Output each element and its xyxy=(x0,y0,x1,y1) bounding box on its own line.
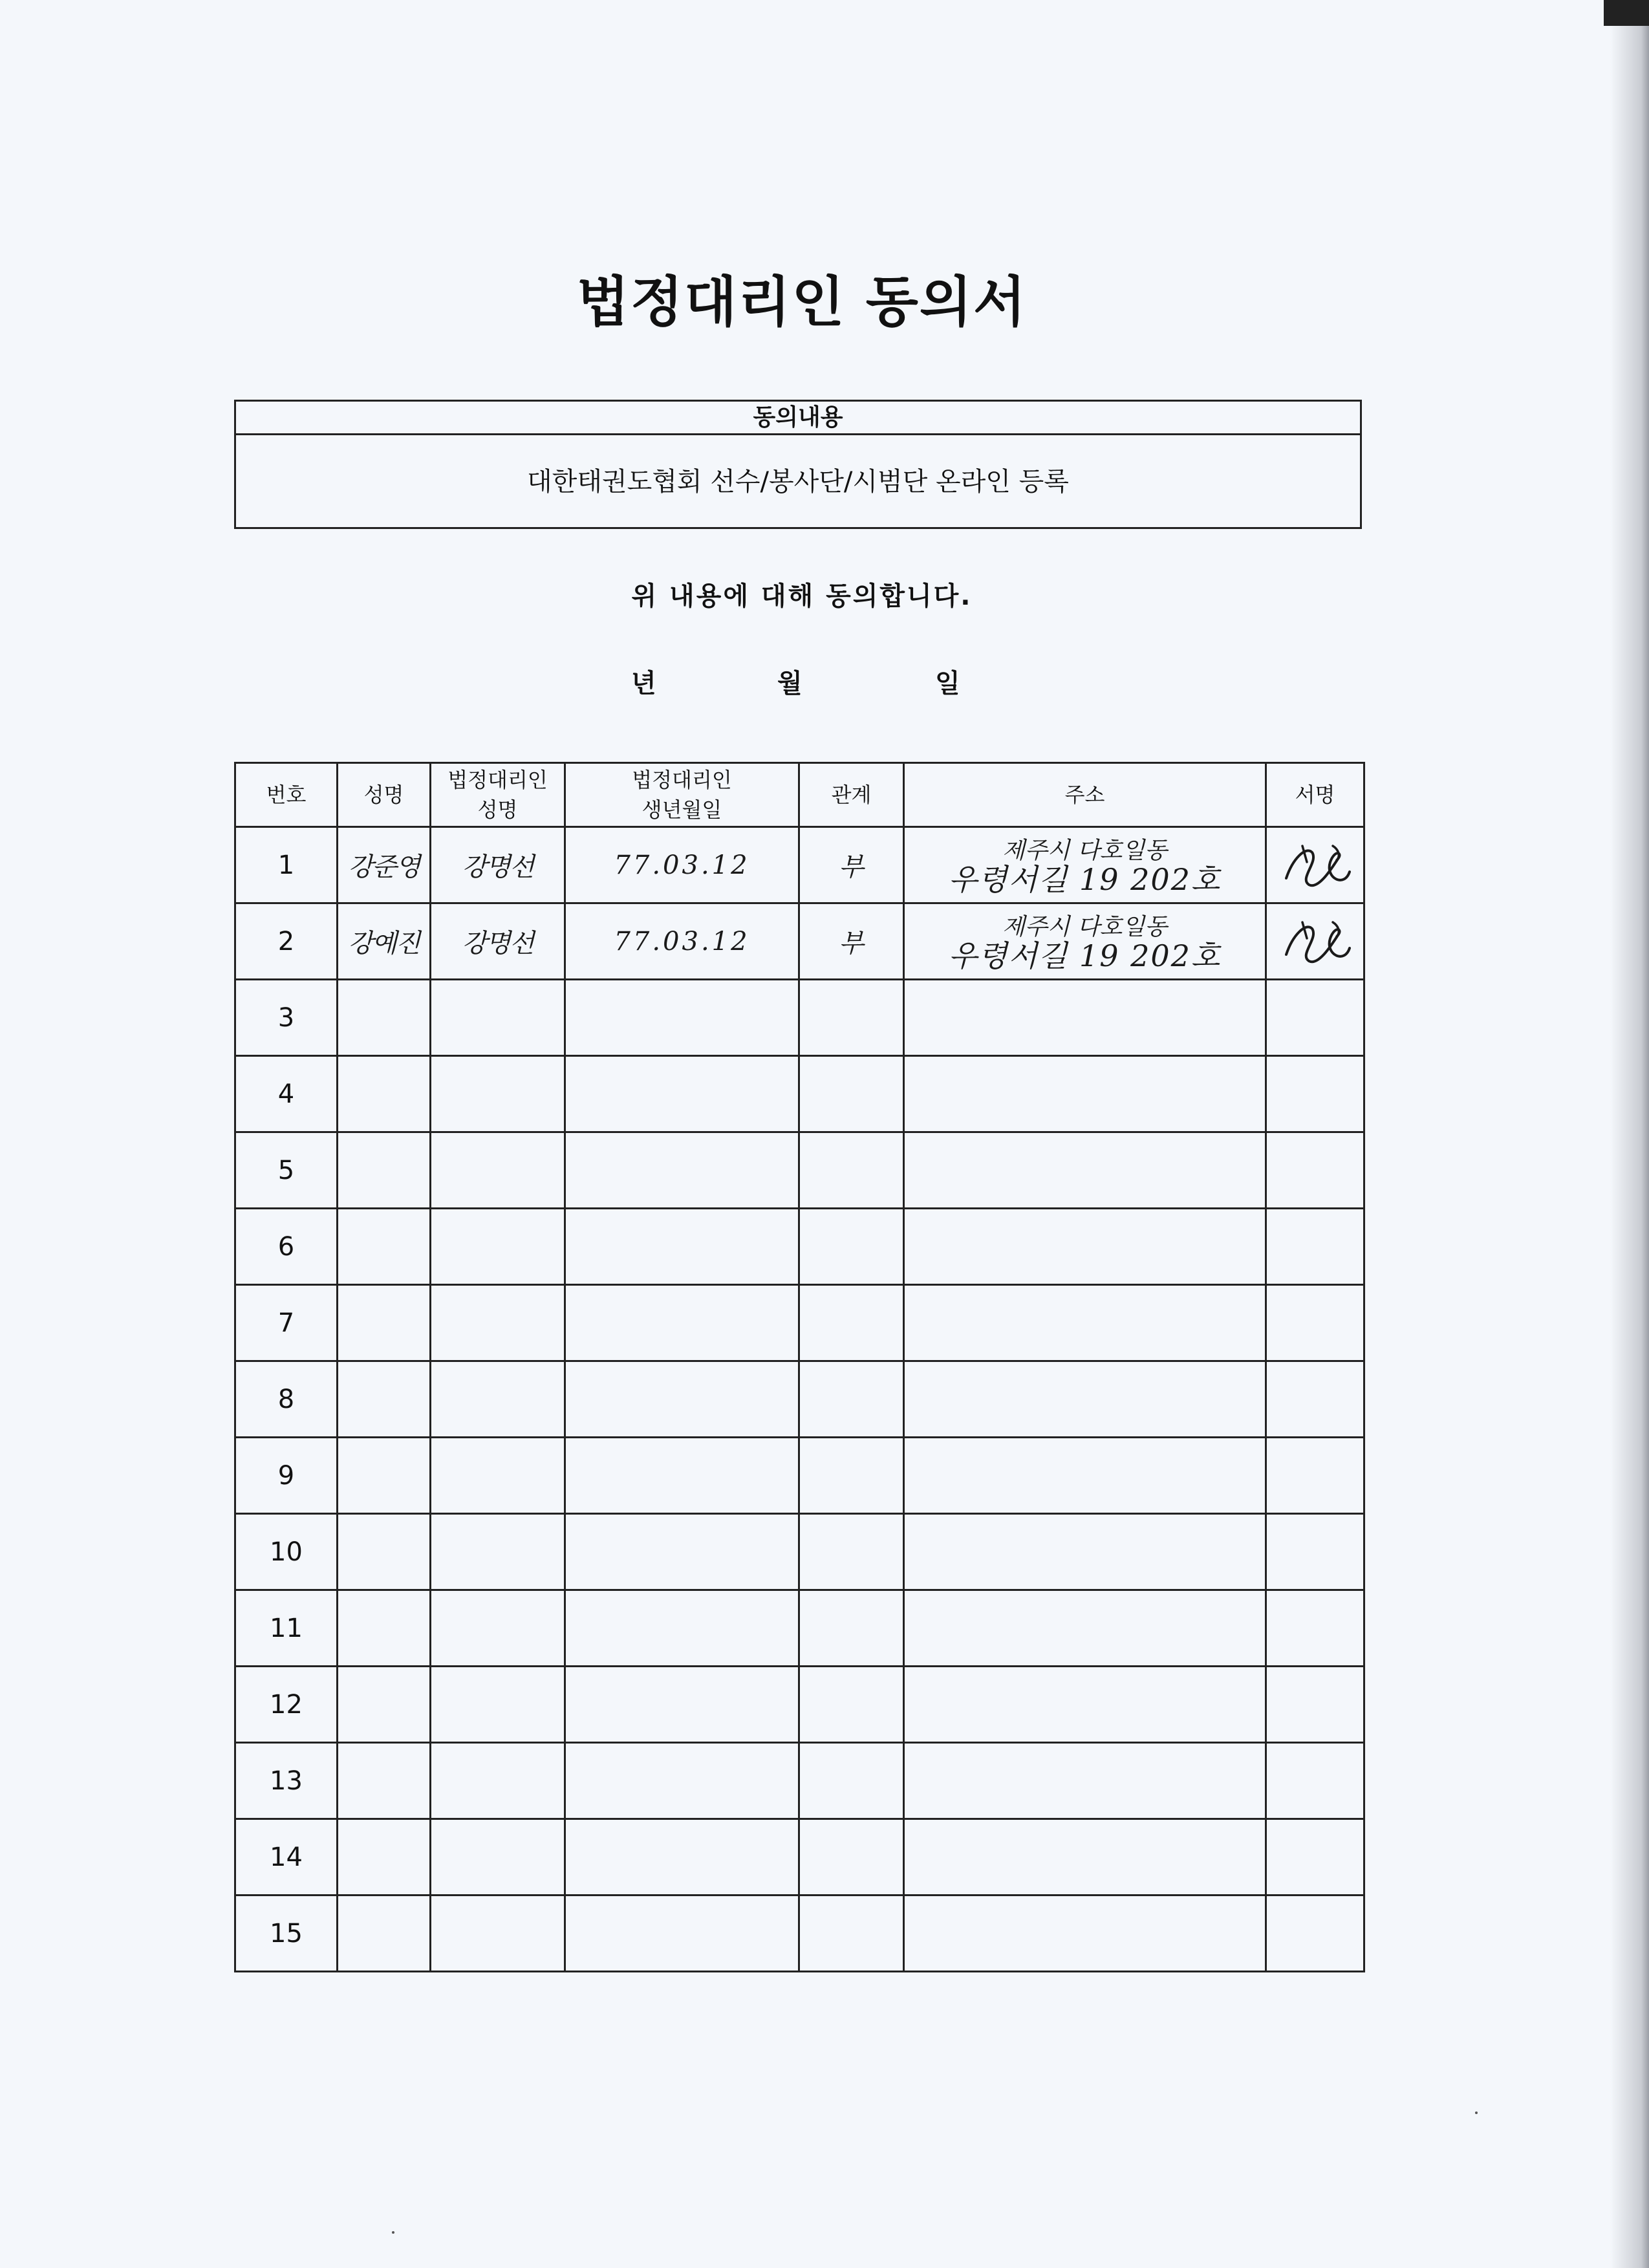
cell-guardian-name xyxy=(431,1895,565,1972)
cell-no: 14 xyxy=(235,1819,338,1895)
cell-guardian-name xyxy=(431,1590,565,1667)
table-row xyxy=(235,1895,1364,1972)
address-line1: 제주시 다호일동 xyxy=(1002,913,1167,940)
cell-name: 강예진 xyxy=(338,903,431,980)
address-line2: 우령서길 19 202호 xyxy=(948,938,1222,973)
cell-address xyxy=(904,1285,1266,1361)
handwritten-signature xyxy=(1273,833,1357,898)
cell-name xyxy=(338,1590,431,1667)
header-guardian-birth-line1: 법정대리인 xyxy=(632,768,732,792)
cell-signature xyxy=(1266,1667,1364,1743)
table-row xyxy=(235,1514,1364,1590)
cell-signature xyxy=(1266,1209,1364,1285)
cell-no: 6 xyxy=(235,1209,338,1285)
cell-name xyxy=(338,1132,431,1209)
cell-signature xyxy=(1266,1361,1364,1438)
table-row xyxy=(235,1438,1364,1514)
cell-no: 7 xyxy=(235,1285,338,1361)
cell-address xyxy=(904,1819,1266,1895)
header-name: 성명 xyxy=(338,763,431,827)
cell-guardian-name xyxy=(431,1285,565,1361)
table-row xyxy=(235,903,1364,980)
cell-guardian-birth xyxy=(565,1132,799,1209)
cell-relation xyxy=(799,1590,904,1667)
table-row xyxy=(235,1590,1364,1667)
cell-address xyxy=(904,1590,1266,1667)
cell-guardian-birth xyxy=(565,1895,799,1972)
cell-no: 8 xyxy=(235,1361,338,1438)
cell-relation xyxy=(799,1209,904,1285)
consent-body: 대한태권도협회 선수/봉사단/시범단 온라인 등록 xyxy=(527,467,1069,497)
table-header-row xyxy=(235,763,1364,827)
cell-address xyxy=(904,1361,1266,1438)
header-guardian-birth xyxy=(565,763,799,827)
cell-no: 3 xyxy=(235,980,338,1056)
table-body xyxy=(235,827,1364,1972)
cell-guardian-name xyxy=(431,1743,565,1819)
date-day-label: 일 xyxy=(935,669,960,698)
cell-guardian-birth xyxy=(565,1056,799,1132)
cell-guardian-birth xyxy=(565,1743,799,1819)
cell-name xyxy=(338,1895,431,1972)
cell-no: 1 xyxy=(235,827,338,903)
consent-box xyxy=(234,400,1362,529)
cell-address xyxy=(904,903,1266,980)
header-no: 번호 xyxy=(235,763,338,827)
cell-address xyxy=(904,1132,1266,1209)
document-title: 법정대리인 동의서 xyxy=(576,270,1028,334)
cell-guardian-name xyxy=(431,980,565,1056)
cell-guardian-birth xyxy=(565,1590,799,1667)
cell-name xyxy=(338,1209,431,1285)
cell-signature xyxy=(1266,1056,1364,1132)
cell-address xyxy=(904,1514,1266,1590)
cell-guardian-birth xyxy=(565,1361,799,1438)
cell-no: 9 xyxy=(235,1438,338,1514)
cell-name xyxy=(338,1361,431,1438)
cell-name xyxy=(338,1819,431,1895)
cell-relation xyxy=(799,1819,904,1895)
cell-signature xyxy=(1266,1514,1364,1590)
cell-signature xyxy=(1266,1132,1364,1209)
cell-guardian-birth: 77.03.12 xyxy=(565,827,799,903)
header-address: 주소 xyxy=(904,763,1266,827)
cell-name xyxy=(338,1285,431,1361)
header-relation: 관계 xyxy=(799,763,904,827)
cell-address xyxy=(904,1438,1266,1514)
cell-guardian-name xyxy=(431,1819,565,1895)
cell-no: 2 xyxy=(235,903,338,980)
cell-signature xyxy=(1266,1285,1364,1361)
cell-guardian-birth xyxy=(565,1514,799,1590)
address-line1: 제주시 다호일동 xyxy=(1002,837,1167,864)
cell-guardian-birth xyxy=(565,1819,799,1895)
cell-relation xyxy=(799,1056,904,1132)
cell-signature xyxy=(1266,1819,1364,1895)
cell-guardian-name xyxy=(431,1056,565,1132)
cell-signature xyxy=(1266,903,1364,980)
cell-name xyxy=(338,1743,431,1819)
cell-signature xyxy=(1266,1590,1364,1667)
cell-relation xyxy=(799,1132,904,1209)
table-row xyxy=(235,1132,1364,1209)
scan-corner-shadow xyxy=(1604,0,1649,26)
cell-relation xyxy=(799,1514,904,1590)
cell-address xyxy=(904,1056,1266,1132)
table-row xyxy=(235,1667,1364,1743)
cell-relation xyxy=(799,1667,904,1743)
cell-guardian-name xyxy=(431,1132,565,1209)
header-signature: 서명 xyxy=(1266,763,1364,827)
scan-speck xyxy=(1475,2111,1478,2114)
cell-address xyxy=(904,1667,1266,1743)
cell-address xyxy=(904,827,1266,903)
cell-name: 강준영 xyxy=(338,827,431,903)
cell-name xyxy=(338,980,431,1056)
table-row xyxy=(235,1361,1364,1438)
cell-address xyxy=(904,980,1266,1056)
header-guardian-birth-line2: 생년월일 xyxy=(641,797,722,822)
cell-guardian-name xyxy=(431,1514,565,1590)
address-line2: 우령서길 19 202호 xyxy=(948,861,1222,897)
cell-relation xyxy=(799,1285,904,1361)
cell-relation xyxy=(799,980,904,1056)
cell-guardian-birth xyxy=(565,980,799,1056)
cell-guardian-name xyxy=(431,1361,565,1438)
table-row xyxy=(235,1285,1364,1361)
table-row xyxy=(235,1209,1364,1285)
cell-no: 13 xyxy=(235,1743,338,1819)
scan-speck xyxy=(392,2231,394,2234)
cell-guardian-name: 강명선 xyxy=(431,903,565,980)
cell-address xyxy=(904,1209,1266,1285)
cell-guardian-birth xyxy=(565,1438,799,1514)
cell-guardian-name xyxy=(431,1209,565,1285)
agree-statement: 위 내용에 대해 동의합니다. xyxy=(631,581,973,611)
cell-address xyxy=(904,1895,1266,1972)
date-month-label: 월 xyxy=(777,669,803,698)
cell-signature xyxy=(1266,1438,1364,1514)
cell-signature xyxy=(1266,1743,1364,1819)
cell-guardian-name: 강명선 xyxy=(431,827,565,903)
cell-no: 12 xyxy=(235,1667,338,1743)
header-guardian-name-line2: 성명 xyxy=(477,797,518,822)
cell-guardian-birth xyxy=(565,1667,799,1743)
header-guardian-name-line1: 법정대리인 xyxy=(447,768,548,792)
cell-no: 5 xyxy=(235,1132,338,1209)
cell-relation: 부 xyxy=(799,903,904,980)
cell-no: 4 xyxy=(235,1056,338,1132)
cell-no: 10 xyxy=(235,1514,338,1590)
cell-name xyxy=(338,1056,431,1132)
table-row xyxy=(235,1743,1364,1819)
table-row xyxy=(235,1819,1364,1895)
consent-header: 동의내용 xyxy=(236,402,1360,435)
handwritten-signature xyxy=(1273,909,1357,974)
cell-relation xyxy=(799,1895,904,1972)
cell-relation xyxy=(799,1438,904,1514)
registration-table xyxy=(234,762,1365,1972)
cell-no: 15 xyxy=(235,1895,338,1972)
table-row xyxy=(235,1056,1364,1132)
cell-signature xyxy=(1266,827,1364,903)
cell-signature xyxy=(1266,1895,1364,1972)
cell-relation xyxy=(799,1743,904,1819)
cell-name xyxy=(338,1514,431,1590)
cell-relation xyxy=(799,1361,904,1438)
table-row xyxy=(235,980,1364,1056)
cell-relation: 부 xyxy=(799,827,904,903)
cell-name xyxy=(338,1438,431,1514)
cell-guardian-birth: 77.03.12 xyxy=(565,903,799,980)
header-guardian-name xyxy=(431,763,565,827)
table-row xyxy=(235,827,1364,903)
cell-name xyxy=(338,1667,431,1743)
cell-guardian-birth xyxy=(565,1285,799,1361)
date-year-label: 년 xyxy=(631,669,656,698)
scan-edge-shadow xyxy=(1610,0,1649,2268)
cell-no: 11 xyxy=(235,1590,338,1667)
cell-guardian-birth xyxy=(565,1209,799,1285)
cell-guardian-name xyxy=(431,1438,565,1514)
cell-signature xyxy=(1266,980,1364,1056)
cell-address xyxy=(904,1743,1266,1819)
cell-guardian-name xyxy=(431,1667,565,1743)
date-line xyxy=(631,663,967,702)
